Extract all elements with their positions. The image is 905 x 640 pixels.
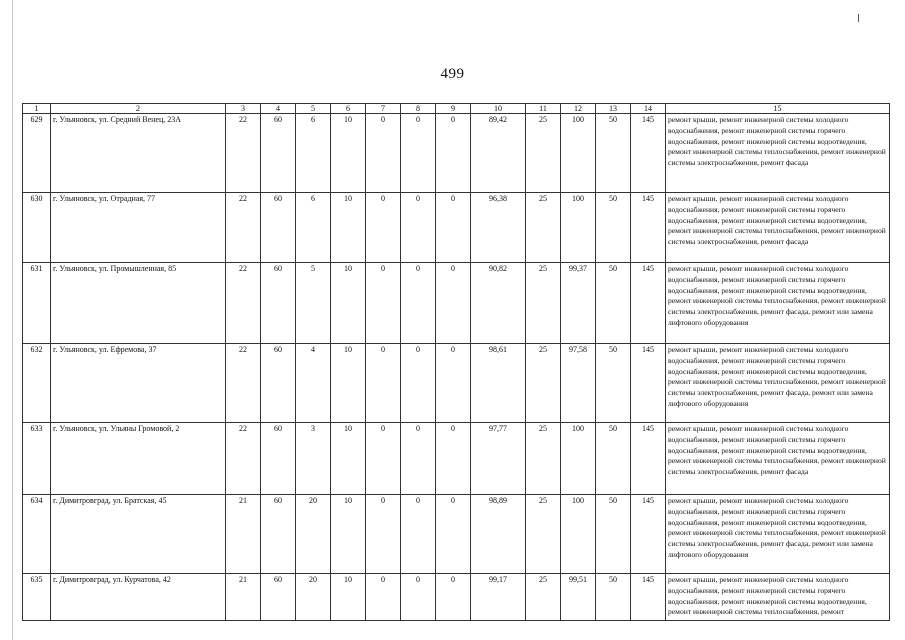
value-cell-col-6: 10 [331, 193, 366, 263]
scan-mark [858, 14, 859, 22]
value-cell-col-9: 0 [436, 344, 471, 423]
value-cell-col-12: 99,37 [561, 263, 596, 344]
column-header-1: 1 [23, 104, 51, 114]
value-cell-col-3: 21 [226, 495, 261, 574]
value-cell-col-11: 25 [526, 114, 561, 193]
value-cell-col-9: 0 [436, 263, 471, 344]
column-number-row [23, 104, 890, 114]
value-cell-col-13: 50 [596, 193, 631, 263]
value-cell-col-4: 60 [261, 114, 296, 193]
value-cell-col-14: 145 [631, 193, 666, 263]
value-cell-col-4: 60 [261, 574, 296, 621]
address-cell: г. Ульяновск, ул. Ульяны Громовой, 2 [51, 423, 226, 495]
column-header-6: 6 [331, 104, 366, 114]
column-header-10: 10 [471, 104, 526, 114]
value-cell-col-7: 0 [366, 263, 401, 344]
register-table [22, 103, 890, 621]
value-cell-col-8: 0 [401, 574, 436, 621]
value-cell-col-12: 99,51 [561, 574, 596, 621]
row-number-cell: 632 [23, 344, 51, 423]
value-cell-col-7: 0 [366, 193, 401, 263]
works-list-cell: ремонт крыши, ремонт инженерной системы холодного водоснабжения, ремонт инженерной системы горячего водоснабжения, ремонт инженерной системы водоотведения, ремонт инженерной системы теплоснабжения, ремонт инженерной системы электроснабжения, ремонт фасада [666, 423, 890, 495]
value-cell-col-12: 100 [561, 423, 596, 495]
row-number-cell: 633 [23, 423, 51, 495]
works-list-cell: ремонт крыши, ремонт инженерной системы холодного водоснабжения, ремонт инженерной системы горячего водоснабжения, ремонт инженерной системы водоотведения, ремонт инженерной системы теплоснабжения, ремонт инженерной системы электроснабжения, ремонт фасада, ремонт или замена лифтового оборудования [666, 263, 890, 344]
table-row [23, 495, 890, 574]
value-cell-col-5: 6 [296, 193, 331, 263]
value-cell-col-5: 3 [296, 423, 331, 495]
address-cell: г. Димитровград, ул. Курчатова, 42 [51, 574, 226, 621]
value-cell-col-8: 0 [401, 495, 436, 574]
row-number-cell: 631 [23, 263, 51, 344]
value-cell-col-9: 0 [436, 193, 471, 263]
value-cell-col-13: 50 [596, 263, 631, 344]
value-cell-col-11: 25 [526, 344, 561, 423]
value-cell-col-8: 0 [401, 423, 436, 495]
column-header-15: 15 [666, 104, 890, 114]
value-cell-col-3: 21 [226, 574, 261, 621]
column-header-12: 12 [561, 104, 596, 114]
value-cell-col-13: 50 [596, 114, 631, 193]
works-list-cell: ремонт крыши, ремонт инженерной системы холодного водоснабжения, ремонт инженерной системы горячего водоснабжения, ремонт инженерной системы водоотведения, ремонт инженерной системы теплоснабжения, ремонт инженерной системы электроснабжения, ремонт фасада, ремонт или замена лифтового оборудования [666, 344, 890, 423]
column-header-8: 8 [401, 104, 436, 114]
value-cell-col-6: 10 [331, 574, 366, 621]
column-header-4: 4 [261, 104, 296, 114]
value-cell-col-13: 50 [596, 574, 631, 621]
works-list-cell: ремонт крыши, ремонт инженерной системы холодного водоснабжения, ремонт инженерной системы горячего водоснабжения, ремонт инженерной системы водоотведения, ремонт инженерной системы теплоснабжения, ремонт инженерной системы электроснабжения, ремонт фасада [666, 193, 890, 263]
value-cell-col-3: 22 [226, 114, 261, 193]
table-row [23, 574, 890, 621]
value-cell-col-4: 60 [261, 423, 296, 495]
scan-edge-left [12, 0, 13, 640]
column-header-13: 13 [596, 104, 631, 114]
column-header-14: 14 [631, 104, 666, 114]
value-cell-col-8: 0 [401, 263, 436, 344]
value-cell-col-7: 0 [366, 574, 401, 621]
value-cell-col-11: 25 [526, 423, 561, 495]
address-cell: г. Димитровград, ул. Братская, 45 [51, 495, 226, 574]
value-cell-col-3: 22 [226, 263, 261, 344]
value-cell-col-9: 0 [436, 114, 471, 193]
address-cell: г. Ульяновск, ул. Ефремова, 37 [51, 344, 226, 423]
value-cell-col-10: 97,77 [471, 423, 526, 495]
value-cell-col-4: 60 [261, 344, 296, 423]
row-number-cell: 634 [23, 495, 51, 574]
value-cell-col-3: 22 [226, 193, 261, 263]
value-cell-col-14: 145 [631, 263, 666, 344]
row-number-cell: 629 [23, 114, 51, 193]
value-cell-col-5: 4 [296, 344, 331, 423]
value-cell-col-12: 100 [561, 114, 596, 193]
value-cell-col-6: 10 [331, 263, 366, 344]
value-cell-col-7: 0 [366, 495, 401, 574]
column-header-5: 5 [296, 104, 331, 114]
address-cell: г. Ульяновск, ул. Средний Венец, 23А [51, 114, 226, 193]
row-number-cell: 630 [23, 193, 51, 263]
value-cell-col-10: 90,82 [471, 263, 526, 344]
value-cell-col-10: 98,89 [471, 495, 526, 574]
value-cell-col-8: 0 [401, 193, 436, 263]
works-list-cell: ремонт крыши, ремонт инженерной системы холодного водоснабжения, ремонт инженерной системы горячего водоснабжения, ремонт инженерной системы водоотведения, ремонт инженерной системы теплоснабжения, ремонт инженерной системы электроснабжения, ремонт фасада [666, 114, 890, 193]
value-cell-col-7: 0 [366, 423, 401, 495]
value-cell-col-3: 22 [226, 344, 261, 423]
works-list-cell: ремонт крыши, ремонт инженерной системы холодного водоснабжения, ремонт инженерной системы горячего водоснабжения, ремонт инженерной системы водоотведения, ремонт инженерной системы теплоснабжения, ремонт [666, 574, 890, 621]
value-cell-col-6: 10 [331, 423, 366, 495]
value-cell-col-4: 60 [261, 263, 296, 344]
value-cell-col-10: 89,42 [471, 114, 526, 193]
column-header-7: 7 [366, 104, 401, 114]
value-cell-col-13: 50 [596, 495, 631, 574]
address-cell: г. Ульяновск, ул. Отрадная, 77 [51, 193, 226, 263]
value-cell-col-5: 5 [296, 263, 331, 344]
column-header-3: 3 [226, 104, 261, 114]
value-cell-col-7: 0 [366, 344, 401, 423]
value-cell-col-11: 25 [526, 574, 561, 621]
value-cell-col-12: 97,58 [561, 344, 596, 423]
table-row [23, 114, 890, 193]
value-cell-col-5: 20 [296, 574, 331, 621]
value-cell-col-13: 50 [596, 423, 631, 495]
value-cell-col-6: 10 [331, 344, 366, 423]
value-cell-col-14: 145 [631, 423, 666, 495]
value-cell-col-9: 0 [436, 495, 471, 574]
value-cell-col-11: 25 [526, 495, 561, 574]
value-cell-col-6: 10 [331, 495, 366, 574]
table-row [23, 344, 890, 423]
column-header-9: 9 [436, 104, 471, 114]
address-cell: г. Ульяновск, ул. Промышленная, 85 [51, 263, 226, 344]
table-row [23, 423, 890, 495]
value-cell-col-12: 100 [561, 193, 596, 263]
value-cell-col-8: 0 [401, 344, 436, 423]
value-cell-col-14: 145 [631, 574, 666, 621]
value-cell-col-7: 0 [366, 114, 401, 193]
value-cell-col-9: 0 [436, 574, 471, 621]
value-cell-col-6: 10 [331, 114, 366, 193]
table-row [23, 263, 890, 344]
value-cell-col-4: 60 [261, 495, 296, 574]
value-cell-col-10: 98,61 [471, 344, 526, 423]
row-number-cell: 635 [23, 574, 51, 621]
value-cell-col-11: 25 [526, 193, 561, 263]
column-header-2: 2 [51, 104, 226, 114]
value-cell-col-13: 50 [596, 344, 631, 423]
value-cell-col-9: 0 [436, 423, 471, 495]
column-header-11: 11 [526, 104, 561, 114]
value-cell-col-14: 145 [631, 114, 666, 193]
value-cell-col-5: 20 [296, 495, 331, 574]
value-cell-col-10: 96,38 [471, 193, 526, 263]
value-cell-col-12: 100 [561, 495, 596, 574]
page-number: 499 [440, 66, 465, 82]
value-cell-col-10: 99,17 [471, 574, 526, 621]
works-list-cell: ремонт крыши, ремонт инженерной системы холодного водоснабжения, ремонт инженерной системы горячего водоснабжения, ремонт инженерной системы водоотведения, ремонт инженерной системы теплоснабжения, ремонт инженерной системы электроснабжения, ремонт фасада, ремонт или замена лифтового оборудования [666, 495, 890, 574]
value-cell-col-5: 6 [296, 114, 331, 193]
table-row [23, 193, 890, 263]
value-cell-col-8: 0 [401, 114, 436, 193]
value-cell-col-14: 145 [631, 344, 666, 423]
value-cell-col-4: 60 [261, 193, 296, 263]
value-cell-col-3: 22 [226, 423, 261, 495]
value-cell-col-14: 145 [631, 495, 666, 574]
value-cell-col-11: 25 [526, 263, 561, 344]
